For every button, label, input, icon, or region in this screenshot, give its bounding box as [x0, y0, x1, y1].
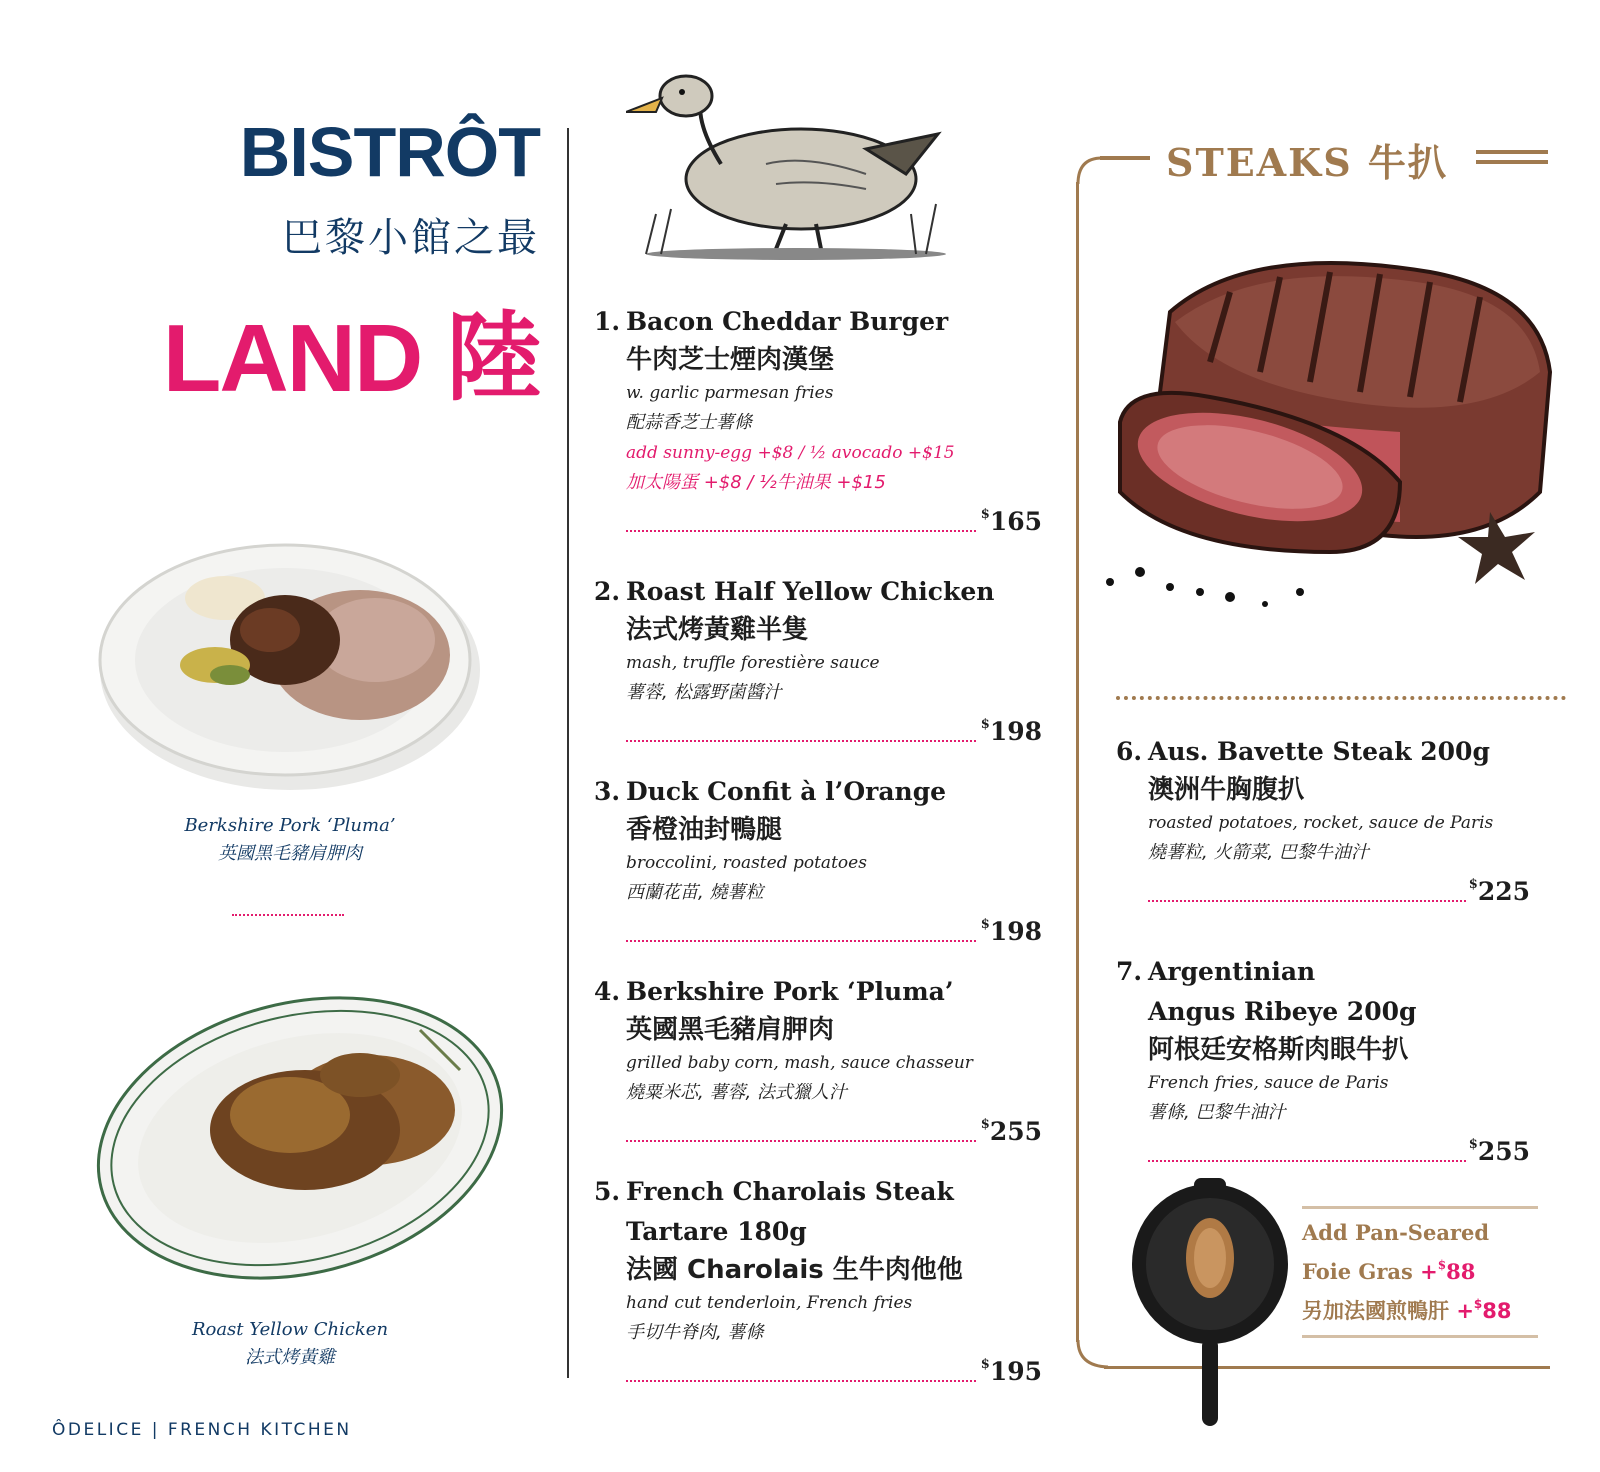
item-desc: mash, truffle forestière sauce	[626, 653, 880, 673]
item-number: 5.	[594, 1177, 621, 1206]
item-name-zh: 英國黑毛豬肩胛肉	[626, 1015, 835, 1045]
menu-item-name	[594, 1172, 1042, 1212]
item-name-en: Bacon Cheddar Burger	[626, 307, 949, 336]
skillet-foie-gras-photo	[1124, 1178, 1304, 1432]
menu-item-6	[1116, 732, 1530, 906]
item-name-zh: 香橙油封鴨腿	[626, 815, 783, 845]
chicken-caption	[110, 1316, 470, 1372]
item-name-zh: 阿根廷安格斯肉眼牛扒	[1148, 1035, 1409, 1065]
steak-dot-separator	[1116, 696, 1566, 700]
item-addon-zh: 加太陽蛋 +$8 / ½牛油果 +$15	[626, 472, 886, 493]
caption-separator	[232, 914, 344, 916]
dot-leader	[626, 740, 976, 742]
frame-line	[1476, 150, 1548, 154]
dot-leader	[626, 1380, 976, 1382]
steaks-title: STEAKS 牛扒	[1166, 140, 1448, 185]
item-desc-zh: 薯蓉, 松露野菌醬汁	[626, 682, 782, 703]
menu-item-5	[594, 1172, 1042, 1386]
frame-line	[1100, 156, 1150, 160]
pork-caption	[110, 812, 470, 868]
item-name-en: Argentinian	[1148, 957, 1316, 986]
frame-line	[1076, 182, 1079, 1342]
menu-item-name	[1116, 952, 1530, 992]
dot-leader	[626, 940, 976, 942]
foie-gras-addon	[1302, 1206, 1538, 1338]
chicken-caption-en: Roast Yellow Chicken	[191, 1319, 389, 1340]
section-title-land: LAND 陸	[162, 305, 540, 412]
item-addon: add sunny-egg +$8 / ½ avocado +$15	[626, 443, 955, 463]
item-name-zh: 法式烤黃雞半隻	[626, 615, 809, 645]
restaurant-title-zh: 巴黎小館之最	[282, 215, 540, 261]
menu-item-2	[594, 572, 1042, 746]
item-number: 7.	[1116, 957, 1143, 986]
item-number: 2.	[594, 577, 621, 606]
menu-item-7	[1116, 952, 1530, 1166]
item-number: 4.	[594, 977, 621, 1006]
pork-plate-photo	[90, 520, 490, 800]
pork-caption-zh: 英國黑毛豬肩胛肉	[218, 843, 362, 864]
footer-brand: ÔDELICE | FRENCH KITCHEN	[52, 1420, 352, 1440]
menu-item-1	[594, 302, 1042, 536]
item-name-zh: 澳洲牛胸腹扒	[1148, 775, 1305, 805]
menu-item-name	[594, 302, 1042, 342]
item-desc-zh: 燒薯粒, 火箭菜, 巴黎牛油汁	[1148, 842, 1369, 863]
pork-caption-en: Berkshire Pork ‘Pluma’	[184, 815, 396, 836]
column-divider	[567, 128, 569, 1378]
item-price: $198	[980, 917, 1042, 946]
item-name-en: Aus. Bavette Steak 200g	[1148, 737, 1490, 766]
item-desc: broccolini, roasted potatoes	[626, 853, 867, 873]
dot-leader	[1148, 1160, 1466, 1162]
item-name-zh: 牛肉芝士煙肉漢堡	[626, 345, 835, 375]
item-number: 3.	[594, 777, 621, 806]
duck-illustration	[626, 64, 946, 264]
item-name-en: French Charolais Steak	[626, 1177, 954, 1206]
item-desc: French fries, sauce de Paris	[1148, 1073, 1389, 1093]
menu-item-name	[594, 572, 1042, 612]
dot-leader	[626, 530, 976, 532]
item-name-en-line2: Angus Ribeye 200g	[1148, 997, 1417, 1026]
menu-item-name	[1116, 732, 1530, 772]
steak-illustration	[1100, 232, 1570, 632]
menu-item-name	[594, 772, 1042, 812]
item-desc-zh: 燒粟米芯, 薯蓉, 法式獵人汁	[626, 1082, 847, 1103]
item-desc-zh: 配蒜香芝士薯條	[626, 412, 752, 433]
item-price: $195	[980, 1357, 1042, 1386]
addon-zh: 另加法國煎鴨肝 +$88	[1302, 1297, 1512, 1323]
restaurant-title: BISTRÔT	[239, 113, 540, 191]
item-desc-zh: 西蘭花苗, 燒薯粒	[626, 882, 764, 903]
dot-leader	[1148, 900, 1466, 902]
item-desc: w. garlic parmesan fries	[626, 383, 834, 403]
frame-line	[1476, 160, 1548, 164]
chicken-caption-zh: 法式烤黃雞	[245, 1347, 335, 1368]
item-price: $165	[980, 507, 1042, 536]
item-price: $255	[980, 1117, 1042, 1146]
item-name-en: Roast Half Yellow Chicken	[626, 577, 995, 606]
item-price: $255	[1468, 1137, 1530, 1166]
item-name-zh: 法國 Charolais 生牛肉他他	[626, 1255, 963, 1285]
addon-line2: Foie Gras +$88	[1302, 1258, 1476, 1284]
menu-item-4	[594, 972, 1042, 1146]
item-number: 1.	[594, 307, 621, 336]
dot-leader	[626, 1140, 976, 1142]
item-desc: grilled baby corn, mash, sauce chasseur	[626, 1053, 973, 1073]
item-price: $225	[1468, 877, 1530, 906]
menu-item-name	[594, 972, 1042, 1012]
item-name-en: Berkshire Pork ‘Pluma’	[626, 977, 954, 1006]
item-desc-zh: 薯條, 巴黎牛油汁	[1148, 1102, 1286, 1123]
item-desc-zh: 手切牛脊肉, 薯條	[626, 1322, 764, 1343]
chicken-plate-photo	[90, 990, 510, 1280]
addon-line1: Add Pan-Seared	[1302, 1220, 1490, 1245]
item-desc: hand cut tenderloin, French fries	[626, 1293, 913, 1313]
item-name-en: Duck Confit à l’Orange	[626, 777, 947, 806]
item-name-en-line2: Tartare 180g	[626, 1217, 807, 1246]
menu-item-3	[594, 772, 1042, 946]
item-desc: roasted potatoes, rocket, sauce de Paris	[1148, 813, 1494, 833]
item-price: $198	[980, 717, 1042, 746]
item-number: 6.	[1116, 737, 1143, 766]
